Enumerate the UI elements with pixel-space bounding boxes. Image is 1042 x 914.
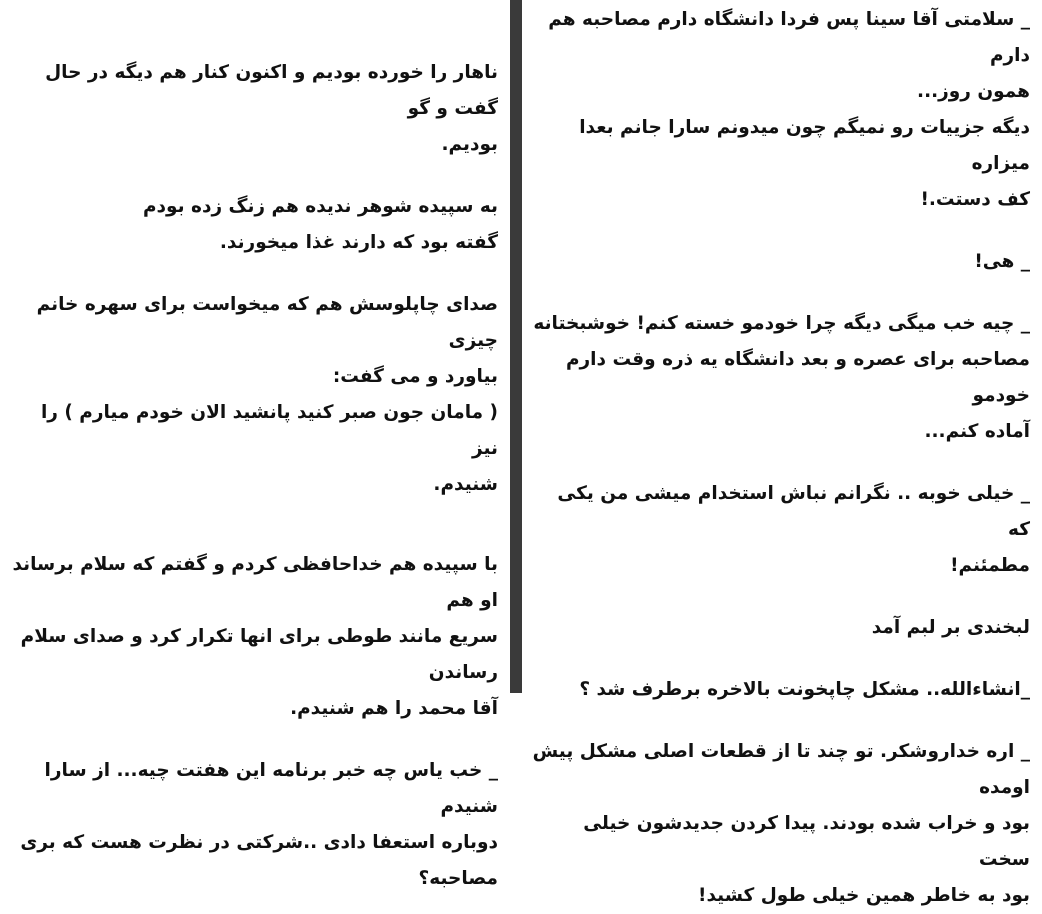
left-paragraph-5: _ خب یاس چه خبر برنامه این هفتت چیه... از سارا شنیدم دوباره استعفا دادی ..شرکتی در نظرت هست که بری مصاحبه؟ [20, 760, 498, 889]
page-divider [510, 0, 522, 693]
right-page [522, 0, 1042, 906]
left-paragraph-4: با سپیده هم خداحافظی کردم و گفتم که سلام برساند او هم سریع مانند طوطی برای انها تکرار کرد و صدای سلام رساندن آقا محمد را هم شنیدم. [12, 554, 498, 719]
left-paragraph-2: به سپیده شوهر ندیده هم زنگ زده بودم گفته بود که دارند غذا میخورند. [142, 196, 498, 253]
left-paragraph-3: صدای چاپلوسش هم که میخواست برای سهره خانم چیزی بیاورد و می گفت: ( مامان جون صبر کنید پانشید الان خودم میارم ) را نیز شنیدم. [36, 294, 498, 495]
right-paragraph-6: _انشاءالله.. مشکل چاپخونت بالاخره برطرف شد ؟ [579, 679, 1030, 700]
right-paragraph-7: _ اره خداروشکر. تو چند تا از قطعات اصلی مشکل پیش اومده بود و خراب شده بودند. پیدا کردن جدیدشون خیلی سخت بود به خاطر همین خیلی طول کشید! [532, 741, 1030, 906]
right-page-text [530, 0, 1030, 914]
left-paragraph-1: ناهار را خورده بودیم و اکنون کنار هم دیگه در حال گفت و گو بودیم. [45, 62, 498, 155]
right-paragraph-2: _ هی! [974, 251, 1030, 272]
right-paragraph-3: _ چیه خب میگی دیگه چرا خودمو خسته کنم! خوشبختانه مصاحبه برای عصره و بعد دانشگاه یه ذره وقت دارم خودمو آماده کنم... [533, 313, 1030, 442]
right-paragraph-1: _ سلامتی آقا سینا پس فردا دانشگاه دارم مصاحبه هم دارم همون روز... دیگه جزییات رو نمیگم چون میدونم سارا جانم بعدا میزاره کف دستت.! [548, 9, 1030, 210]
left-page [0, 0, 510, 889]
right-paragraph-5: لبخندی بر لبم آمد [871, 617, 1030, 638]
right-paragraph-4: _ خیلی خوبه .. نگرانم نباش استخدام میشی من یکی که مطمئنم! [557, 483, 1030, 576]
left-page-text [10, 0, 498, 897]
